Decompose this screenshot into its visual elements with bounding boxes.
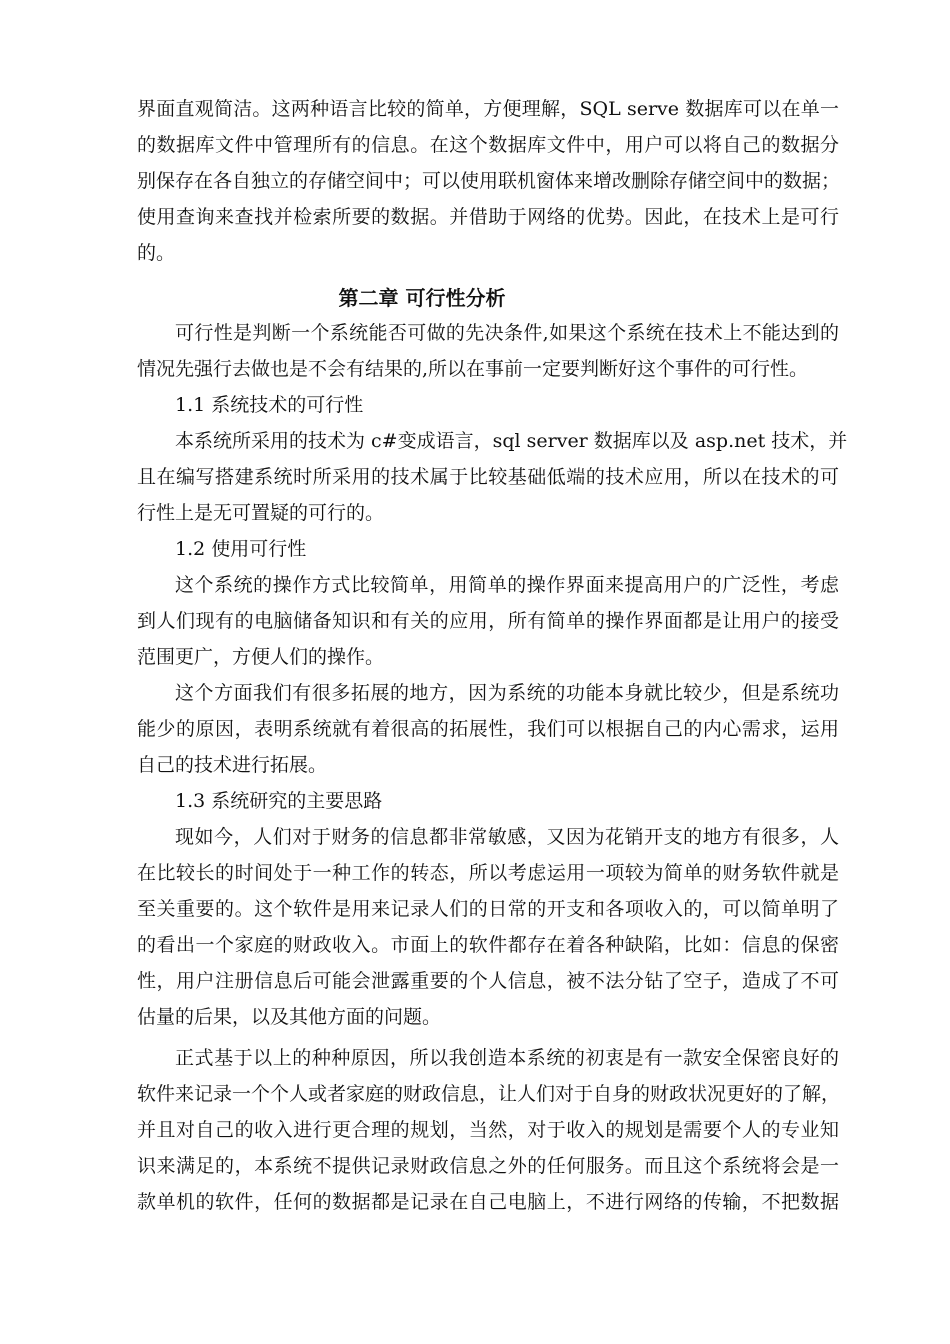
- text-line: 本系统所采用的技术为 c#变成语言，sql server 数据库以及 asp.net 技术，并: [175, 430, 848, 452]
- text-line: 在比较长的时间处于一种工作的转态，所以考虑运用一项较为简单的财务软件就是: [137, 862, 839, 884]
- text-line: 情况先强行去做也是不会有结果的,所以在事前一定要判断好这个事件的可行性。: [137, 358, 809, 380]
- text-line: 的。: [137, 242, 176, 264]
- text-line: 使用查询来查找并检索所要的数据。并借助于网络的优势。因此，在技术上是可行: [137, 206, 839, 228]
- section-title-1-3: 1.3 系统研究的主要思路: [175, 790, 383, 812]
- text-line: 这个方面我们有很多拓展的地方，因为系统的功能本身就比较少，但是系统功: [175, 682, 839, 704]
- text-line: 正式基于以上的种种原因，所以我创造本系统的初衷是有一款安全保密良好的: [175, 1047, 839, 1069]
- text-line: 估量的后果，以及其他方面的问题。: [137, 1006, 442, 1028]
- paragraph-extension: [137, 675, 839, 783]
- text-line: 识来满足的，本系统不提供记录财政信息之外的任何服务。而且这个系统将会是一: [137, 1155, 839, 1177]
- text-line: 的数据库文件中管理所有的信息。在这个数据库文件中，用户可以将自己的数据分: [137, 134, 839, 156]
- text-line: 软件来记录一个个人或者家庭的财政信息，让人们对于自身的财政状况更好的了解，: [137, 1083, 841, 1105]
- text-line: 至关重要的。这个软件是用来记录人们的日常的开支和各项收入的，可以简单明了: [137, 898, 839, 920]
- text-line: 到人们现有的电脑储备知识和有关的应用，所有简单的操作界面都是让用户的接受: [137, 610, 839, 632]
- text-line: 并且对自己的收入进行更合理的规划，当然，对于收入的规划是需要个人的专业知: [137, 1119, 839, 1141]
- paragraph-usage: [137, 567, 839, 675]
- chapter-title: 第二章 可行性分析: [338, 286, 506, 310]
- paragraph-tech: [137, 423, 848, 531]
- intro-paragraph: [137, 91, 839, 271]
- paragraph-feasibility: [137, 315, 839, 387]
- text-line: 这个系统的操作方式比较简单，用简单的操作界面来提高用户的广泛性，考虑: [175, 574, 839, 596]
- text-line: 的看出一个家庭的财政收入。市面上的软件都存在着各种缺陷，比如：信息的保密: [137, 934, 839, 956]
- text-line: 能少的原因，表明系统就有着很高的拓展性，我们可以根据自己的内心需求，运用: [137, 718, 839, 740]
- text-line: 性，用户注册信息后可能会泄露重要的个人信息，被不法分钻了空子，造成了不可: [137, 970, 839, 992]
- section-title-1-1: 1.1 系统技术的可行性: [175, 394, 364, 416]
- text-line: 可行性是判断一个系统能否可做的先决条件,如果这个系统在技术上不能达到的: [175, 322, 839, 344]
- text-line: 现如今，人们对于财务的信息都非常敏感，又因为花销开支的地方有很多，人: [175, 826, 839, 848]
- text-line: 行性上是无可置疑的可行的。: [137, 502, 385, 524]
- text-line: 别保存在各自独立的存储空间中；可以使用联机窗体来增改删除存储空间中的数据；: [137, 170, 841, 192]
- text-line: 且在编写搭建系统时所采用的技术属于比较基础低端的技术应用，所以在技术的可: [137, 466, 839, 488]
- text-line: 界面直观简洁。这两种语言比较的简单，方便理解，SQL serve 数据库可以在单一: [137, 98, 839, 120]
- section-title-1-2: 1.2 使用可行性: [175, 538, 307, 560]
- paragraph-motivation: [137, 1040, 839, 1220]
- text-line: 范围更广，方便人们的操作。: [137, 646, 385, 668]
- text-line: 款单机的软件，任何的数据都是记录在自己电脑上，不进行网络的传输，不把数据: [137, 1191, 839, 1213]
- text-line: 自己的技术进行拓展。: [137, 754, 328, 776]
- paragraph-research: [137, 819, 839, 1035]
